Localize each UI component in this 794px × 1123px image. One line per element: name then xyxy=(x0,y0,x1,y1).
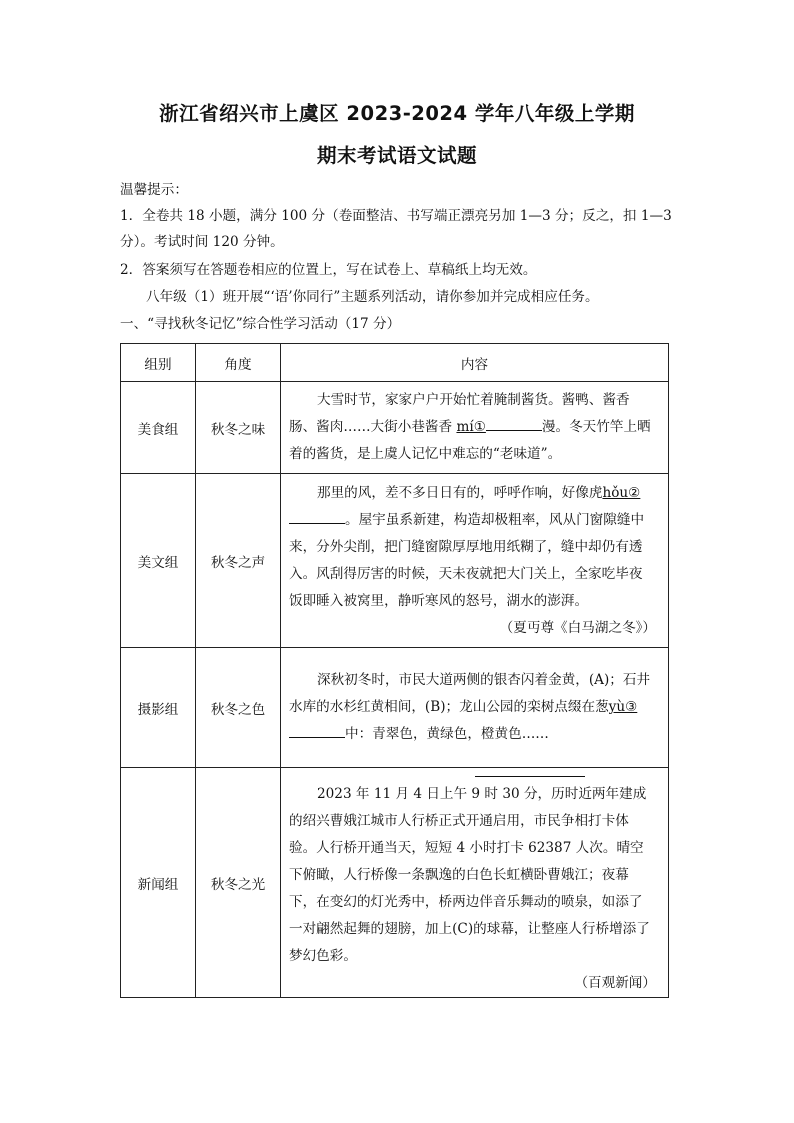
header-group: 组别 xyxy=(121,344,196,382)
row1-text-b: 漫。冬天竹竿上晒着的酱货，是上虞人记忆中难忘的“老味道”。 xyxy=(289,419,651,462)
row1-content xyxy=(281,382,669,474)
row4-group: 新闻组 xyxy=(121,768,196,998)
document-title-line1: 浙江省绍兴市上虞区 2023-2024 学年八年级上学期 xyxy=(159,102,635,125)
answer-blank-1[interactable] xyxy=(486,418,542,431)
row2-content xyxy=(281,474,669,648)
answer-blank-2[interactable] xyxy=(289,511,345,524)
table-row xyxy=(121,474,669,648)
table-row xyxy=(121,768,669,998)
note-item-1a: 1．全卷共 18 小题，满分 100 分（卷面整洁、书写端正漂亮另加 1—3 分；反之，扣 1—3 xyxy=(120,208,672,224)
notes-heading: 温馨提示： xyxy=(120,182,188,198)
row2-angle: 秋冬之声 xyxy=(196,474,281,648)
row4-text: 2023 年 11 月 4 日上午 9 时 30 分，历时近两年建成的绍兴曹娥江城市人行桥正式开通启用，市民争相打卡体验。人行桥开通当天，短短 4 小时打卡 62387 人次。晴空下俯瞰，人行桥像一条飘逸的白色长虹横卧曹娥江；夜幕下，在变幻的灯光秀中，桥两边伴音乐舞动的喷泉，如添了一对翩然起舞的翅膀，加上(C)的球幕，让整座人行桥增添了梦幻色彩。 xyxy=(289,786,650,964)
row3-group: 摄影组 xyxy=(121,648,196,768)
pinyin-2: hǒu② xyxy=(602,484,641,501)
row3-text-b: 中：青翠色，黄绿色，橙黄色…… xyxy=(345,726,549,742)
row1-angle: 秋冬之味 xyxy=(196,382,281,474)
note-item-2: 2．答案须写在答题卷相应的位置上，写在试卷上、草稿纸上均无效。 xyxy=(120,262,537,278)
row2-source: （夏丏尊《白马湖之冬》） xyxy=(499,619,656,636)
row3-text-a: 深秋初冬时，市民大道两侧的银杏闪着金黄，(A)；石井水库的水杉红黄相间，(B)；龙山公园的栾树点缀在葱 xyxy=(289,672,651,715)
pinyin-3: yù③ xyxy=(608,699,638,715)
header-content: 内容 xyxy=(281,344,669,382)
row2-group: 美文组 xyxy=(121,474,196,648)
table-row xyxy=(121,648,669,768)
row2-text-a: 那里的风，差不多日日有的，呼呼作响，好像虎 xyxy=(317,484,603,501)
row1-group: 美食组 xyxy=(121,382,196,474)
activity-table xyxy=(120,343,669,998)
section-heading: 一、“寻找秋冬记忆”综合性学习活动（17 分） xyxy=(120,316,401,332)
row4-source: （百观新闻） xyxy=(574,975,656,991)
table-header-row xyxy=(121,344,669,382)
note-item-1b: 分）。考试时间 120 分钟。 xyxy=(120,234,284,250)
row3-content xyxy=(281,648,669,768)
intro-text: 八年级（1）班开展“‘语’你同行”主题系列活动，请你参加并完成相应任务。 xyxy=(146,289,599,305)
pinyin-1: mí① xyxy=(456,419,486,435)
row3-angle: 秋冬之色 xyxy=(196,648,281,768)
row4-content xyxy=(281,768,669,998)
document-title-line2: 期末考试语文试题 xyxy=(316,144,477,167)
table-row xyxy=(121,382,669,474)
row2-text-b: 。屋宇虽系新建，构造却极粗率，风从门窗隙缝中来，分外尖削，把门缝窗隙厚厚地用纸糊了，缝中却仍有透入。风刮得厉害的时候，天未夜就把大门关上，全家吃毕夜饭即睡入被窝里，静听寒风的怒号，湖水的澎湃。 xyxy=(289,511,645,609)
row4-angle: 秋冬之光 xyxy=(196,768,281,998)
header-angle: 角度 xyxy=(196,344,281,382)
row1-text-a: 大雪时节，家家户户开始忙着腌制酱货。酱鸭、酱香肠、酱肉……大街小巷酱香 xyxy=(289,392,630,435)
answer-blank-3[interactable] xyxy=(289,725,345,738)
